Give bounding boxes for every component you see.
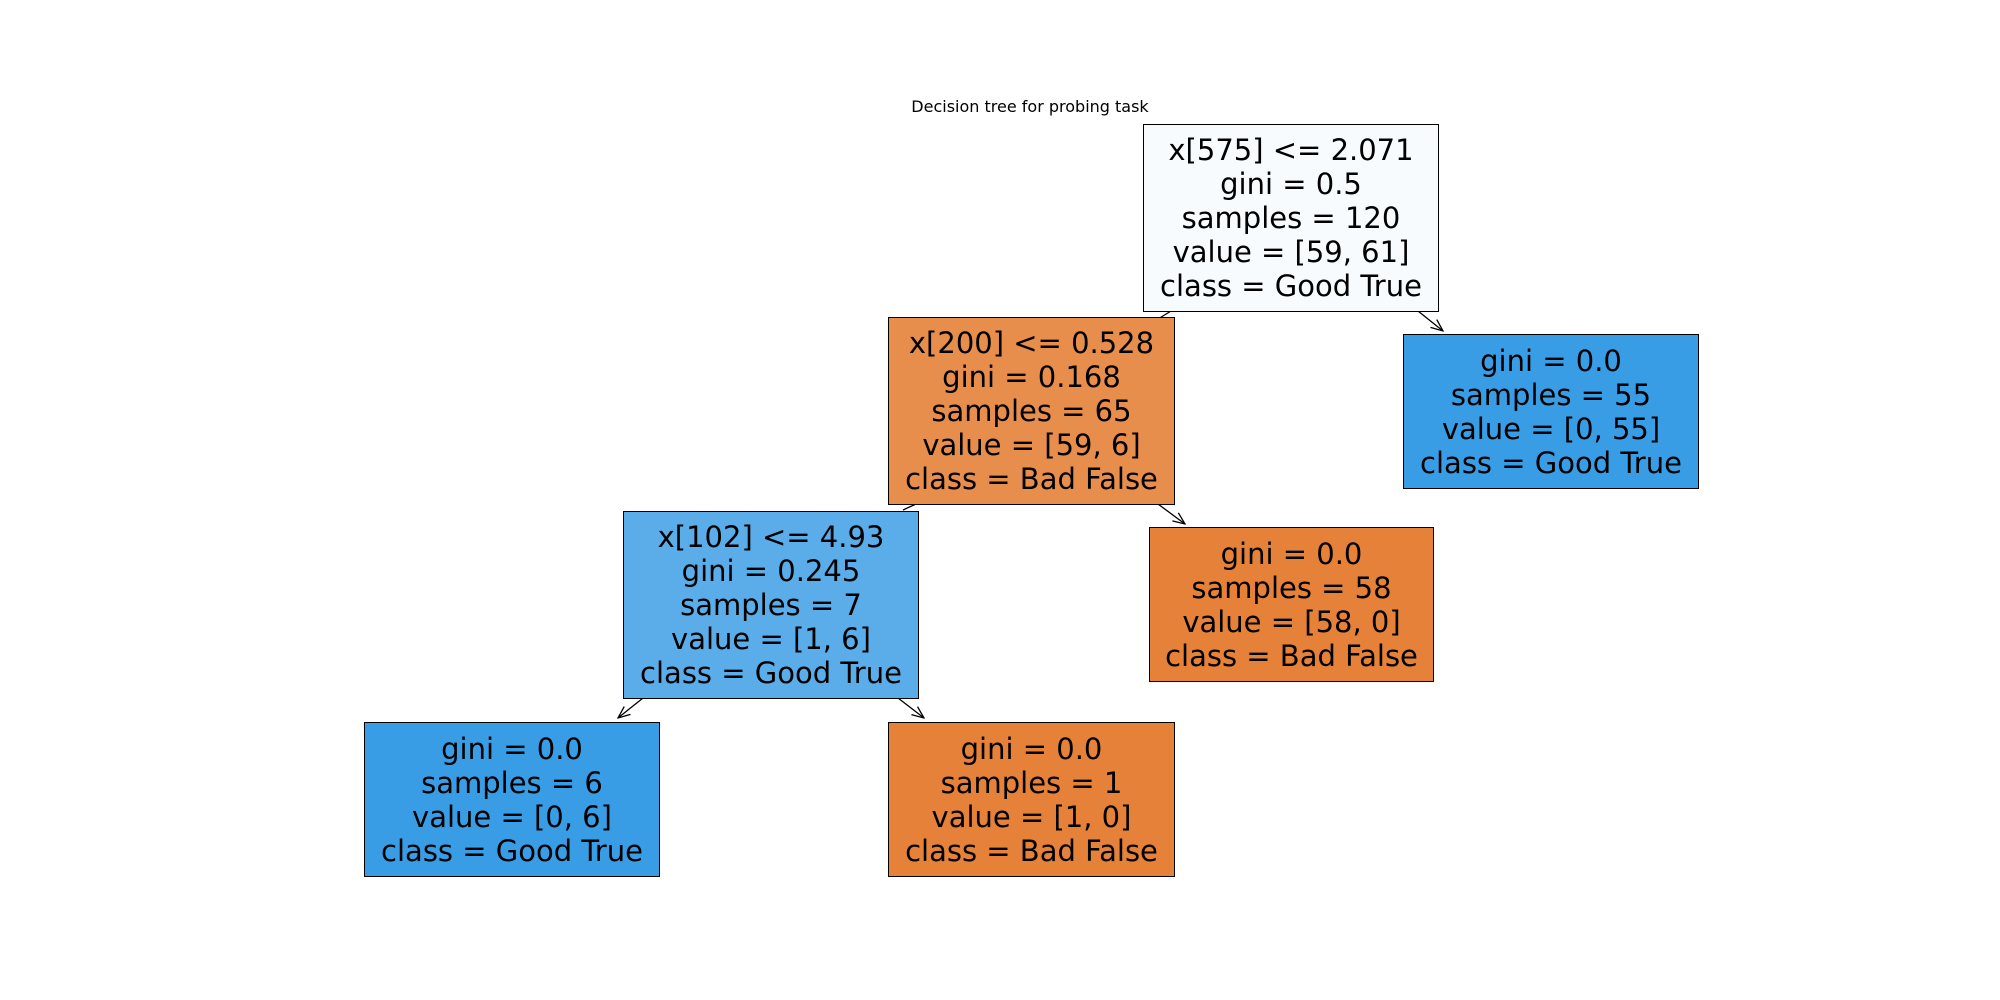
node-value: value = [0, 55] — [1441, 411, 1661, 446]
node-condition: x[575] <= 2.071 — [1168, 133, 1414, 167]
node-gini: gini = 0.0 — [960, 731, 1103, 766]
edge-3-5 — [618, 698, 643, 718]
node-gini: gini = 0.0 — [1480, 343, 1622, 378]
tree-node-1 — [888, 317, 1175, 505]
edge-3-6 — [898, 698, 924, 718]
node-samples: samples = 1 — [940, 765, 1123, 800]
node-samples: samples = 7 — [680, 588, 862, 622]
node-condition: x[102] <= 4.93 — [657, 520, 885, 554]
node-gini: gini = 0.245 — [681, 554, 861, 588]
node-gini: gini = 0.168 — [942, 360, 1121, 394]
node-class: class = Bad False — [905, 833, 1158, 868]
edge-0-2 — [1418, 311, 1443, 331]
node-value: value = [59, 6] — [922, 428, 1141, 462]
node-class: class = Good True — [1160, 269, 1422, 303]
node-value: value = [59, 61] — [1172, 235, 1410, 269]
tree-leaf-5 — [364, 722, 660, 877]
node-samples: samples = 120 — [1181, 201, 1401, 235]
tree-node-root — [1143, 124, 1439, 312]
tree-leaf-6 — [888, 722, 1175, 877]
node-class: class = Good True — [1420, 445, 1682, 480]
node-gini: gini = 0.0 — [441, 731, 583, 766]
node-class: class = Bad False — [1165, 638, 1418, 673]
node-class: class = Good True — [381, 833, 643, 868]
node-value: value = [58, 0] — [1182, 604, 1401, 639]
node-samples: samples = 55 — [1450, 377, 1652, 412]
node-samples: samples = 65 — [931, 394, 1132, 428]
edge-1-4 — [1158, 504, 1185, 524]
node-samples: samples = 58 — [1191, 570, 1392, 605]
node-samples: samples = 6 — [421, 765, 603, 800]
tree-leaf-4 — [1149, 527, 1434, 682]
tree-node-3 — [623, 511, 919, 699]
tree-leaf-2 — [1403, 334, 1699, 489]
node-class: class = Good True — [640, 656, 902, 690]
node-condition: x[200] <= 0.528 — [908, 326, 1155, 360]
node-gini: gini = 0.5 — [1220, 167, 1362, 201]
node-gini: gini = 0.0 — [1220, 536, 1363, 571]
node-class: class = Bad False — [905, 462, 1158, 496]
node-value: value = [1, 0] — [931, 799, 1132, 834]
node-value: value = [1, 6] — [671, 622, 871, 656]
chart-title: Decision tree for probing task — [911, 97, 1149, 116]
node-value: value = [0, 6] — [412, 799, 612, 834]
